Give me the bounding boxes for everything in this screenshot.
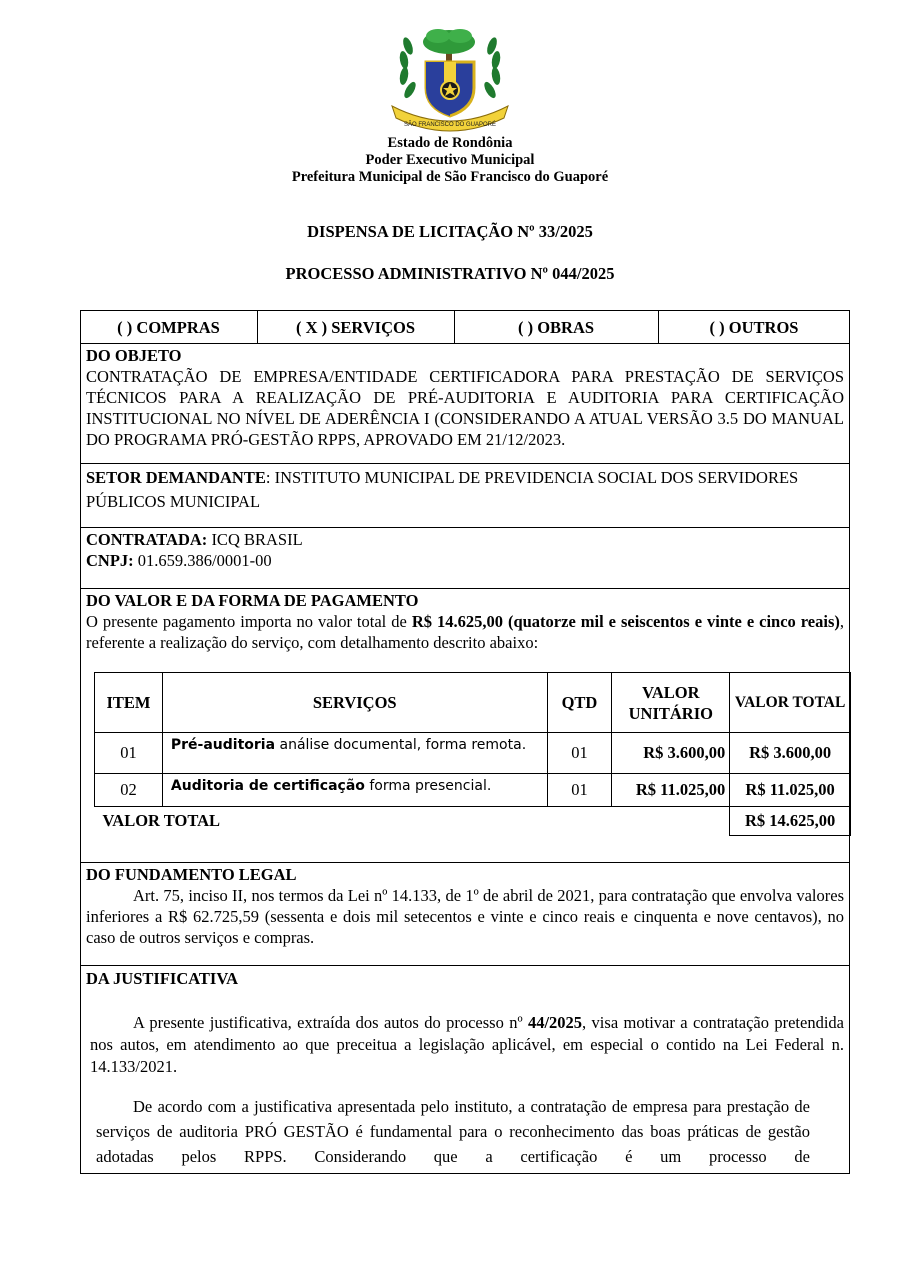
dispensa-title: DISPENSA DE LICITAÇÃO Nº 33/2025: [307, 222, 593, 241]
divider: [80, 463, 850, 464]
objeto-text: CONTRATAÇÃO DE EMPRESA/ENTIDADE CERTIFICADORA PARA PRESTAÇÃO DE SERVIÇOS TÉCNICOS PARA A REALIZAÇÃO DE PRÉ-AUDITORIA E AUDITORIA PARA CERTIFICAÇÃO INSTITUCIONAL NO NÍVEL DE ADERÊNCIA I (CONSIDERANDO A ATUAL VERSÃO 3.5 DO MANUAL DO PROGRAMA PRÓ-GESTÃO RPPS, APROVADO EM 21/12/2023.: [86, 367, 844, 449]
justificativa-p1: [90, 1012, 844, 1078]
col-servicos: SERVIÇOS: [162, 673, 547, 733]
option-outros: ( ) OUTROS: [709, 318, 799, 337]
crest-banner-text: SÃO FRANCISCO DO GUAPORÉ: [403, 122, 497, 128]
col-qtd: QTD: [547, 673, 612, 733]
valor-intro: O presente pagamento importa no valor total de: [86, 612, 412, 631]
justificativa-heading: DA JUSTIFICATIVA: [86, 969, 239, 988]
fundamento-heading: DO FUNDAMENTO LEGAL: [86, 865, 297, 884]
valor-amount: R$ 14.625,00 (quatorze mil e seiscentos e vinte e cinco reais): [411, 612, 840, 631]
contratada-label: CONTRATADA:: [86, 530, 208, 549]
col-total: VALOR TOTAL: [730, 673, 851, 733]
justificativa-heading-wrap: [86, 968, 844, 989]
contratada-section: [86, 529, 844, 571]
setor-text: : INSTITUTO MUNICIPAL DE PREVIDENCIA SOCIAL DOS SERVIDORES PÚBLICOS MUNICIPAL: [86, 468, 799, 511]
service-desc: forma presencial.: [364, 778, 492, 794]
divider: [80, 965, 850, 966]
objeto-section: [86, 345, 844, 450]
valor-outro: , referente a realização do serviço, com detalhamento descrito abaixo:: [86, 612, 845, 652]
row-total: R$ 11.025,00: [730, 774, 851, 807]
table-header-row: [95, 673, 851, 733]
divider: [80, 588, 850, 589]
footer-label: VALOR TOTAL: [95, 807, 730, 836]
divider: [80, 343, 850, 344]
just-p1-c: , visa motivar a contratação pretendida nos autos, em atendimento ao que preceitua a legislação aplicável, em especial o contido na Lei Federal n. 14.133/2021.: [90, 1013, 844, 1076]
row-qtd: 01: [547, 733, 612, 774]
service-name: Pré-auditoria: [170, 737, 276, 753]
cnpj-value: 01.659.386/0001-00: [133, 551, 272, 570]
row-total: R$ 3.600,00: [730, 733, 851, 774]
footer-total: R$ 14.625,00: [730, 807, 851, 836]
row-qtd: 01: [547, 774, 612, 807]
executive-power: Poder Executivo Municipal: [365, 152, 535, 168]
row-unit: R$ 3.600,00: [612, 733, 730, 774]
option-servicos: ( X ) SERVIÇOS: [295, 318, 416, 337]
prefecture-name: Prefeitura Municipal de São Francisco do Guaporé: [291, 169, 609, 185]
service-desc: análise documental, forma remota.: [275, 737, 527, 753]
document-header: [0, 135, 900, 186]
table-row: [95, 733, 851, 774]
setor-label: SETOR DEMANDANTE: [86, 468, 266, 487]
col-item: ITEM: [95, 673, 163, 733]
row-item: 01: [95, 733, 163, 774]
services-table: [94, 672, 851, 836]
contratada-name: ICQ BRASIL: [207, 530, 303, 549]
justificativa-p2: De acordo com a justificativa apresentada pelo instituto, a contratação de empresa para prestação de serviços de auditoria PRÓ GESTÃO é fundamental para o reconhecimento das boas práticas de gestão adotadas pelos RPPS. Considerando que a certificação é um processo de: [96, 1097, 810, 1166]
objeto-heading: DO OBJETO: [86, 346, 182, 365]
valor-section: [86, 590, 844, 653]
fundamento-text: Art. 75, inciso II, nos termos da Lei nº 14.133, de 1º de abril de 2021, para contratação que envolva valores inferiores a R$ 62.725,59 (sessenta e dois mil setecentos e vinte e cinco reais e cinquenta e nove centavos), no caso de outros serviços e compras.: [86, 886, 844, 947]
row-item: 02: [95, 774, 163, 807]
service-name: Auditoria de certificação: [170, 778, 365, 794]
cnpj-label: CNPJ:: [86, 551, 134, 570]
option-obras: ( ) OBRAS: [517, 318, 595, 337]
just-p1-a: A presente justificativa, extraída dos autos do processo nº: [133, 1013, 528, 1032]
table-row: [95, 774, 851, 807]
option-compras: ( ) COMPRAS: [117, 318, 220, 337]
just-p1-process: 44/2025: [527, 1013, 583, 1032]
divider: [80, 862, 850, 863]
col-unit: VALOR UNITÁRIO: [612, 673, 730, 733]
valor-heading: DO VALOR E DA FORMA DE PAGAMENTO: [86, 591, 419, 610]
setor-section: [86, 466, 844, 514]
table-footer-row: [95, 807, 851, 836]
divider: [80, 527, 850, 528]
row-unit: R$ 11.025,00: [612, 774, 730, 807]
municipal-crest-icon: [386, 26, 514, 136]
processo-title: PROCESSO ADMINISTRATIVO Nº 044/2025: [285, 264, 615, 283]
state-name: Estado de Rondônia: [387, 135, 513, 151]
fundamento-section: [86, 864, 844, 948]
row-service: [162, 774, 547, 807]
row-service: [162, 733, 547, 774]
